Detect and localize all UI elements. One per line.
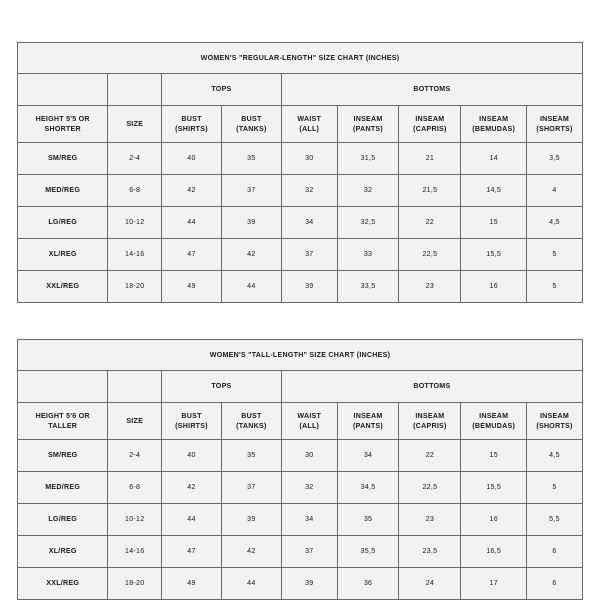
measurement-cell: 33 bbox=[337, 239, 399, 271]
measurement-cell: 30 bbox=[281, 143, 337, 175]
measurement-cell: 22 bbox=[399, 207, 461, 239]
column-header-line1: WAIST bbox=[297, 114, 322, 123]
column-header-line1: HEIGHT 5'5 OR bbox=[35, 114, 90, 123]
column-group-blank bbox=[108, 371, 162, 403]
column-header-line2: (CAPRIS) bbox=[413, 125, 447, 133]
column-header-line2: (PANTS) bbox=[353, 422, 384, 430]
column-header-line1: BUST bbox=[181, 411, 202, 420]
column-header-row bbox=[18, 403, 583, 440]
row-size-label: LG/REG bbox=[18, 504, 108, 536]
column-header bbox=[281, 403, 337, 440]
measurement-cell: 49 bbox=[162, 271, 222, 303]
column-header-line1: BUST bbox=[241, 411, 262, 420]
measurement-cell: 36 bbox=[337, 568, 399, 600]
column-header bbox=[461, 106, 527, 143]
height-range-header bbox=[18, 106, 108, 143]
measurement-cell: 34 bbox=[281, 207, 337, 239]
measurement-cell: 5 bbox=[526, 239, 582, 271]
column-header bbox=[337, 106, 399, 143]
measurement-cell: 22 bbox=[399, 440, 461, 472]
measurement-cell: 34 bbox=[281, 504, 337, 536]
column-header bbox=[108, 403, 162, 440]
column-header-line1: INSEAM bbox=[353, 114, 383, 123]
measurement-cell: 44 bbox=[162, 207, 222, 239]
column-header-line1: INSEAM bbox=[479, 114, 509, 123]
measurement-cell: 14-16 bbox=[108, 239, 162, 271]
measurement-cell: 35 bbox=[221, 143, 281, 175]
measurement-cell: 32 bbox=[337, 175, 399, 207]
row-size-label: LG/REG bbox=[18, 207, 108, 239]
table-row bbox=[18, 271, 583, 303]
measurement-cell: 33,5 bbox=[337, 271, 399, 303]
table-row bbox=[18, 207, 583, 239]
measurement-cell: 17 bbox=[461, 568, 527, 600]
measurement-cell: 22,5 bbox=[399, 239, 461, 271]
table-row bbox=[18, 504, 583, 536]
measurement-cell: 40 bbox=[162, 440, 222, 472]
measurement-cell: 4,5 bbox=[526, 440, 582, 472]
column-header-line1: HEIGHT 5'6 OR bbox=[35, 411, 90, 420]
row-size-label: XL/REG bbox=[18, 239, 108, 271]
chart-title-row bbox=[18, 43, 583, 74]
measurement-cell: 15,5 bbox=[461, 472, 527, 504]
measurement-cell: 39 bbox=[281, 271, 337, 303]
column-group-bottoms: BOTTOMS bbox=[281, 74, 582, 106]
measurement-cell: 44 bbox=[162, 504, 222, 536]
size-charts-container bbox=[17, 42, 583, 600]
measurement-cell: 15 bbox=[461, 440, 527, 472]
measurement-cell: 4,5 bbox=[526, 207, 582, 239]
table-row bbox=[18, 568, 583, 600]
measurement-cell: 37 bbox=[221, 472, 281, 504]
measurement-cell: 35,5 bbox=[337, 536, 399, 568]
height-range-header bbox=[18, 403, 108, 440]
measurement-cell: 10-12 bbox=[108, 207, 162, 239]
measurement-cell: 35 bbox=[221, 440, 281, 472]
measurement-cell: 15 bbox=[461, 207, 527, 239]
measurement-cell: 23 bbox=[399, 271, 461, 303]
measurement-cell: 32,5 bbox=[337, 207, 399, 239]
measurement-cell: 14,5 bbox=[461, 175, 527, 207]
measurement-cell: 47 bbox=[162, 536, 222, 568]
measurement-cell: 34 bbox=[337, 440, 399, 472]
column-header-line2: (TANKS) bbox=[236, 422, 267, 430]
column-header bbox=[399, 106, 461, 143]
chart-title-row bbox=[18, 340, 583, 371]
measurement-cell: 30 bbox=[281, 440, 337, 472]
column-header-line2: TALLER bbox=[48, 422, 78, 430]
measurement-cell: 23 bbox=[399, 504, 461, 536]
column-header-line2: (TANKS) bbox=[236, 125, 267, 133]
column-header-line1: INSEAM bbox=[539, 411, 570, 420]
measurement-cell: 37 bbox=[281, 239, 337, 271]
measurement-cell: 42 bbox=[162, 175, 222, 207]
row-size-label: XL/REG bbox=[18, 536, 108, 568]
measurement-cell: 31,5 bbox=[337, 143, 399, 175]
measurement-cell: 5 bbox=[526, 271, 582, 303]
measurement-cell: 44 bbox=[221, 568, 281, 600]
column-header-line1: SIZE bbox=[126, 416, 144, 425]
measurement-cell: 6-8 bbox=[108, 175, 162, 207]
measurement-cell: 39 bbox=[221, 207, 281, 239]
column-header-line1: BUST bbox=[241, 114, 262, 123]
measurement-cell: 44 bbox=[221, 271, 281, 303]
column-header-line1: INSEAM bbox=[415, 411, 445, 420]
column-header bbox=[526, 403, 582, 440]
column-header-line1: INSEAM bbox=[353, 411, 383, 420]
column-header bbox=[162, 106, 222, 143]
measurement-cell: 16 bbox=[461, 504, 527, 536]
measurement-cell: 5 bbox=[526, 472, 582, 504]
column-header-line1: INSEAM bbox=[415, 114, 445, 123]
measurement-cell: 6 bbox=[526, 536, 582, 568]
measurement-cell: 42 bbox=[221, 536, 281, 568]
measurement-cell: 21,5 bbox=[399, 175, 461, 207]
column-header-line2: (SHIRTS) bbox=[175, 422, 208, 430]
column-header-line2: (PANTS) bbox=[353, 125, 384, 133]
measurement-cell: 42 bbox=[162, 472, 222, 504]
measurement-cell: 22,5 bbox=[399, 472, 461, 504]
measurement-cell: 23,5 bbox=[399, 536, 461, 568]
column-header-line2: (SHORTS) bbox=[536, 125, 573, 133]
row-size-label: SM/REG bbox=[18, 143, 108, 175]
measurement-cell: 40 bbox=[162, 143, 222, 175]
column-header bbox=[221, 403, 281, 440]
row-size-label: XXL/REG bbox=[18, 568, 108, 600]
chart-title: WOMEN'S "REGULAR-LENGTH" SIZE CHART (INCHES) bbox=[18, 43, 583, 74]
measurement-cell: 16,5 bbox=[461, 536, 527, 568]
column-header-line2: (SHIRTS) bbox=[175, 125, 208, 133]
column-header bbox=[281, 106, 337, 143]
chart-title: WOMEN'S "TALL-LENGTH" SIZE CHART (INCHES) bbox=[18, 340, 583, 371]
measurement-cell: 5,5 bbox=[526, 504, 582, 536]
column-header-line2: (CAPRIS) bbox=[413, 422, 447, 430]
measurement-cell: 16 bbox=[461, 271, 527, 303]
column-header-line2: (BEMUDAS) bbox=[472, 422, 516, 430]
column-header-line1: INSEAM bbox=[479, 411, 509, 420]
column-group-blank bbox=[18, 371, 108, 403]
column-header-line1: WAIST bbox=[297, 411, 322, 420]
column-header bbox=[461, 403, 527, 440]
measurement-cell: 15,5 bbox=[461, 239, 527, 271]
measurement-cell: 39 bbox=[281, 568, 337, 600]
measurement-cell: 21 bbox=[399, 143, 461, 175]
size-chart-table bbox=[17, 339, 583, 600]
column-header-line2: SHORTER bbox=[44, 125, 81, 133]
measurement-cell: 2-4 bbox=[108, 440, 162, 472]
row-size-label: MED/REG bbox=[18, 175, 108, 207]
column-header-line2: (ALL) bbox=[299, 422, 320, 430]
row-size-label: MED/REG bbox=[18, 472, 108, 504]
measurement-cell: 47 bbox=[162, 239, 222, 271]
column-header-line2: (SHORTS) bbox=[536, 422, 573, 430]
measurement-cell: 39 bbox=[221, 504, 281, 536]
column-group-row bbox=[18, 371, 583, 403]
measurement-cell: 37 bbox=[221, 175, 281, 207]
measurement-cell: 18-20 bbox=[108, 271, 162, 303]
column-header-line1: BUST bbox=[181, 114, 202, 123]
measurement-cell: 34,5 bbox=[337, 472, 399, 504]
column-group-row bbox=[18, 74, 583, 106]
measurement-cell: 3,5 bbox=[526, 143, 582, 175]
column-header-line2: (BEMUDAS) bbox=[472, 125, 516, 133]
column-header bbox=[221, 106, 281, 143]
measurement-cell: 32 bbox=[281, 472, 337, 504]
measurement-cell: 14-16 bbox=[108, 536, 162, 568]
table-row bbox=[18, 440, 583, 472]
column-header bbox=[108, 106, 162, 143]
size-chart-table bbox=[17, 42, 583, 303]
measurement-cell: 10-12 bbox=[108, 504, 162, 536]
measurement-cell: 4 bbox=[526, 175, 582, 207]
column-group-blank bbox=[18, 74, 108, 106]
measurement-cell: 6 bbox=[526, 568, 582, 600]
column-header-line1: SIZE bbox=[126, 119, 144, 128]
column-header bbox=[162, 403, 222, 440]
measurement-cell: 42 bbox=[221, 239, 281, 271]
column-group-blank bbox=[108, 74, 162, 106]
column-header-line2: (ALL) bbox=[299, 125, 320, 133]
measurement-cell: 14 bbox=[461, 143, 527, 175]
column-header bbox=[337, 403, 399, 440]
measurement-cell: 35 bbox=[337, 504, 399, 536]
column-group-bottoms: BOTTOMS bbox=[281, 371, 582, 403]
column-group-tops: TOPS bbox=[162, 371, 282, 403]
table-row bbox=[18, 175, 583, 207]
measurement-cell: 49 bbox=[162, 568, 222, 600]
measurement-cell: 32 bbox=[281, 175, 337, 207]
measurement-cell: 24 bbox=[399, 568, 461, 600]
table-row bbox=[18, 536, 583, 568]
table-row bbox=[18, 239, 583, 271]
measurement-cell: 18-20 bbox=[108, 568, 162, 600]
row-size-label: XXL/REG bbox=[18, 271, 108, 303]
column-header-row bbox=[18, 106, 583, 143]
row-size-label: SM/REG bbox=[18, 440, 108, 472]
column-header bbox=[399, 403, 461, 440]
measurement-cell: 6-8 bbox=[108, 472, 162, 504]
measurement-cell: 37 bbox=[281, 536, 337, 568]
table-row bbox=[18, 143, 583, 175]
table-row bbox=[18, 472, 583, 504]
column-group-tops: TOPS bbox=[162, 74, 282, 106]
measurement-cell: 2-4 bbox=[108, 143, 162, 175]
column-header bbox=[526, 106, 582, 143]
column-header-line1: INSEAM bbox=[539, 114, 570, 123]
